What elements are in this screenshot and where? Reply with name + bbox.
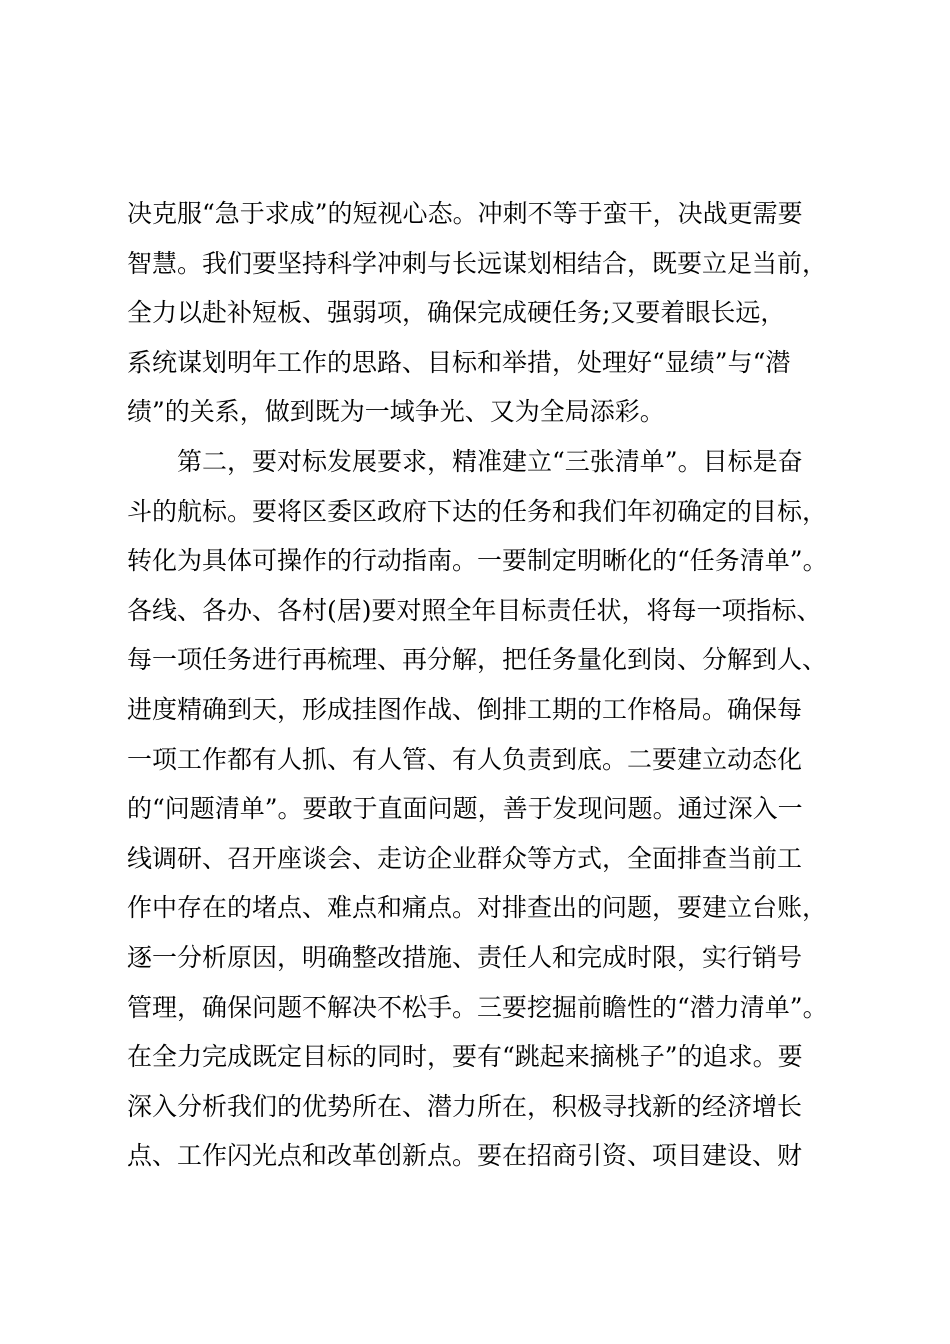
paragraph-line: 第二，要对标发展要求，精准建立“三张清单”。目标是奋 bbox=[177, 446, 803, 476]
paragraph-line: 作中存在的堵点、难点和痛点。对排查出的问题，要建立台账， bbox=[127, 893, 828, 923]
paragraph-line: 逐一分析原因，明确整改措施、责任人和完成时限，实行销号 bbox=[127, 942, 803, 972]
paragraph-line: 斗的航标。要将区委区政府下达的任务和我们年初确定的目标， bbox=[127, 496, 828, 526]
paragraph-line: 的“问题清单”。要敢于直面问题，善于发现问题。通过深入一 bbox=[127, 794, 803, 824]
paragraph-line: 一项工作都有人抓、有人管、有人负责到底。二要建立动态化 bbox=[127, 744, 803, 774]
paragraph-line: 系统谋划明年工作的思路、目标和举措，处理好“显绩”与“潜 bbox=[127, 347, 791, 377]
paragraph-1 bbox=[127, 189, 847, 437]
document-body bbox=[127, 189, 847, 1181]
paragraph-line: 在全力完成既定目标的同时，要有“跳起来摘桃子”的追求。要 bbox=[127, 1042, 803, 1072]
paragraph-line: 绩”的关系，做到既为一域争光、又为全局添彩。 bbox=[127, 397, 665, 427]
paragraph-line: 决克服“急于求成”的短视心态。冲刺不等于蛮干，决战更需要 bbox=[127, 199, 803, 228]
paragraph-line: 管理，确保问题不解决不松手。三要挖掘前瞻性的“潜力清单”。 bbox=[127, 992, 828, 1022]
paragraph-line: 深入分析我们的优势所在、潜力所在，积极寻找新的经济增长 bbox=[127, 1091, 803, 1121]
paragraph-line: 线调研、召开座谈会、走访企业群众等方式，全面排查当前工 bbox=[127, 843, 803, 873]
paragraph-line: 进度精确到天，形成挂图作战、倒排工期的工作格局。确保每 bbox=[127, 694, 803, 724]
paragraph-2 bbox=[127, 437, 847, 1181]
paragraph-line: 全力以赴补短板、强弱项，确保完成硬任务;又要着眼长远， bbox=[127, 298, 786, 328]
paragraph-line: 转化为具体可操作的行动指南。一要制定明晰化的“任务清单”。 bbox=[127, 546, 828, 576]
paragraph-line: 智慧。我们要坚持科学冲刺与长远谋划相结合，既要立足当前， bbox=[127, 248, 828, 278]
paragraph-line: 点、工作闪光点和改革创新点。要在招商引资、项目建设、财 bbox=[127, 1141, 803, 1171]
paragraph-line: 各线、各办、各村(居)要对照全年目标责任状，将每一项指标、 bbox=[127, 595, 822, 625]
paragraph-line: 每一项任务进行再梳理、再分解，把任务量化到岗、分解到人、 bbox=[127, 645, 828, 675]
